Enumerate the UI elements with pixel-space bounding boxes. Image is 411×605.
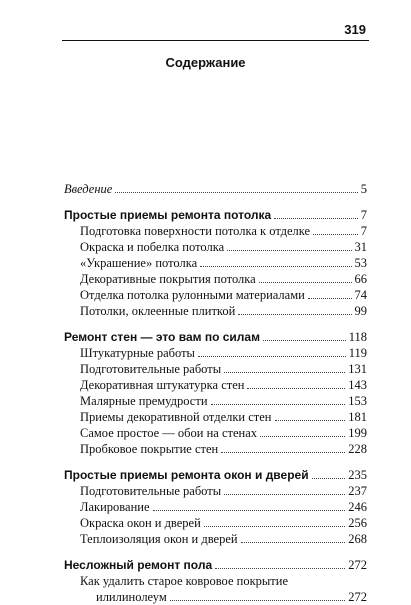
dot-leader xyxy=(241,542,346,543)
toc-section-heading xyxy=(64,557,367,573)
toc-entry-title: Пробковое покрытие стен xyxy=(80,442,219,456)
dot-leader xyxy=(215,568,345,569)
toc-heading-page: 235 xyxy=(348,468,367,482)
dot-leader xyxy=(247,388,345,389)
toc-section-windows-doors xyxy=(64,467,367,547)
dot-leader xyxy=(200,266,351,267)
toc-entry-title: Подготовительные работы xyxy=(80,484,222,498)
toc-entry xyxy=(64,441,367,457)
toc-entry xyxy=(64,425,367,441)
toc-entry xyxy=(64,499,367,515)
toc-entry-title: Самое простое — обои на стенах xyxy=(80,426,258,440)
toc-entry-page: 131 xyxy=(348,362,367,376)
toc-entry-title: Потолки, оклеенные плиткой xyxy=(80,304,236,318)
dot-leader xyxy=(275,420,346,421)
dot-leader xyxy=(227,250,351,251)
toc-entry-page: 228 xyxy=(348,442,367,456)
toc-entry xyxy=(64,255,367,271)
toc-entry xyxy=(64,271,367,287)
dot-leader xyxy=(238,314,351,315)
toc-entry-page: 53 xyxy=(354,256,367,270)
toc-entry-page: 181 xyxy=(348,410,367,424)
toc-entry-title: Отделка потолка рулонными материалами xyxy=(80,288,305,302)
toc-entry xyxy=(64,483,367,499)
toc-entry xyxy=(64,589,367,605)
dot-leader xyxy=(259,282,352,283)
dot-leader xyxy=(153,510,346,511)
toc-heading-title: Несложный ремонт пола xyxy=(64,558,213,572)
page-number: 319 xyxy=(344,22,366,37)
toc-entry-page: 74 xyxy=(354,288,367,302)
toc-entry-page: 199 xyxy=(348,426,367,440)
toc-entry-title: Окраска и побелка потолка xyxy=(80,240,225,254)
toc-heading-page: 272 xyxy=(348,558,367,572)
toc-section-floor xyxy=(64,557,367,605)
toc-heading-title: Простые приемы ремонта потолка xyxy=(64,208,272,222)
toc-heading-page: 118 xyxy=(348,330,367,344)
toc-entry-page: 268 xyxy=(348,532,367,546)
toc-entry-title: илилинолеум xyxy=(96,590,167,604)
toc-entry-page: 246 xyxy=(348,500,367,514)
toc-section-heading xyxy=(64,329,367,345)
toc-entry-page: 66 xyxy=(354,272,367,286)
toc-section-heading xyxy=(64,467,367,483)
dot-leader xyxy=(263,340,346,341)
toc-entry-title: Подготовка поверхности потолка к отделке xyxy=(80,224,311,238)
toc-entry-title: Декоративные покрытия потолка xyxy=(80,272,256,286)
toc-entry xyxy=(64,409,367,425)
toc-entry xyxy=(64,287,367,303)
toc-heading-title: Ремонт стен — это вам по силам xyxy=(64,330,260,344)
dot-leader xyxy=(115,192,357,193)
toc-heading-page: 7 xyxy=(360,208,367,222)
toc-entry-page: 153 xyxy=(348,394,367,408)
toc-section-walls xyxy=(64,329,367,457)
toc-entry-title: Введение xyxy=(64,182,113,196)
toc-entry-title-line1: Как удалить старое ковровое покрытие xyxy=(80,574,288,588)
dot-leader xyxy=(313,234,358,235)
toc-entry xyxy=(64,361,367,377)
toc-entry-title: «Украшение» потолка xyxy=(80,256,198,270)
toc-entry-title: Декоративная штукатурка стен xyxy=(80,378,245,392)
toc-entry xyxy=(64,223,367,239)
toc-section-ceiling xyxy=(64,207,367,319)
toc-entry-title: Теплоизоляция окон и дверей xyxy=(80,532,238,546)
toc-entry xyxy=(64,393,367,409)
toc-entry-page: 272 xyxy=(348,590,367,604)
dot-leader xyxy=(198,356,346,357)
toc-entry-page: 143 xyxy=(348,378,367,392)
toc-entry-title: Штукатурные работы xyxy=(80,346,195,360)
toc-entry-title: Приемы декоративной отделки стен xyxy=(80,410,272,424)
toc-heading-title: Простые приемы ремонта окон и дверей xyxy=(64,468,309,482)
toc-entry xyxy=(64,239,367,255)
toc-entry xyxy=(64,303,367,319)
page-title: Содержание xyxy=(165,55,246,70)
dot-leader xyxy=(224,372,345,373)
header-rule xyxy=(62,40,369,41)
toc-entry-page: 119 xyxy=(348,346,367,360)
dot-leader xyxy=(312,478,346,479)
toc-entry xyxy=(64,531,367,547)
toc-section-heading xyxy=(64,207,367,223)
dot-leader xyxy=(204,526,345,527)
toc-entry-page: 237 xyxy=(348,484,367,498)
dot-leader xyxy=(274,218,358,219)
toc-entry-title: Малярные премудрости xyxy=(80,394,208,408)
toc-entry-intro xyxy=(64,181,367,197)
toc-entry-page: 256 xyxy=(348,516,367,530)
toc-entry-title: Подготовительные работы xyxy=(80,362,222,376)
toc-entry xyxy=(64,345,367,361)
toc-entry-page: 5 xyxy=(360,182,367,196)
toc-entry xyxy=(64,515,367,531)
dot-leader xyxy=(221,452,345,453)
dot-leader xyxy=(308,298,352,299)
toc-entry-page: 31 xyxy=(354,240,367,254)
toc-entry-page: 7 xyxy=(360,224,367,238)
toc-entry xyxy=(64,377,367,393)
toc-entry-page: 99 xyxy=(354,304,367,318)
dot-leader xyxy=(224,494,345,495)
toc-entry-title: Окраска окон и дверей xyxy=(80,516,201,530)
table-of-contents xyxy=(64,181,367,605)
dot-leader xyxy=(170,600,345,601)
dot-leader xyxy=(211,404,346,405)
toc-entry-title: Лакирование xyxy=(80,500,150,514)
dot-leader xyxy=(260,436,345,437)
